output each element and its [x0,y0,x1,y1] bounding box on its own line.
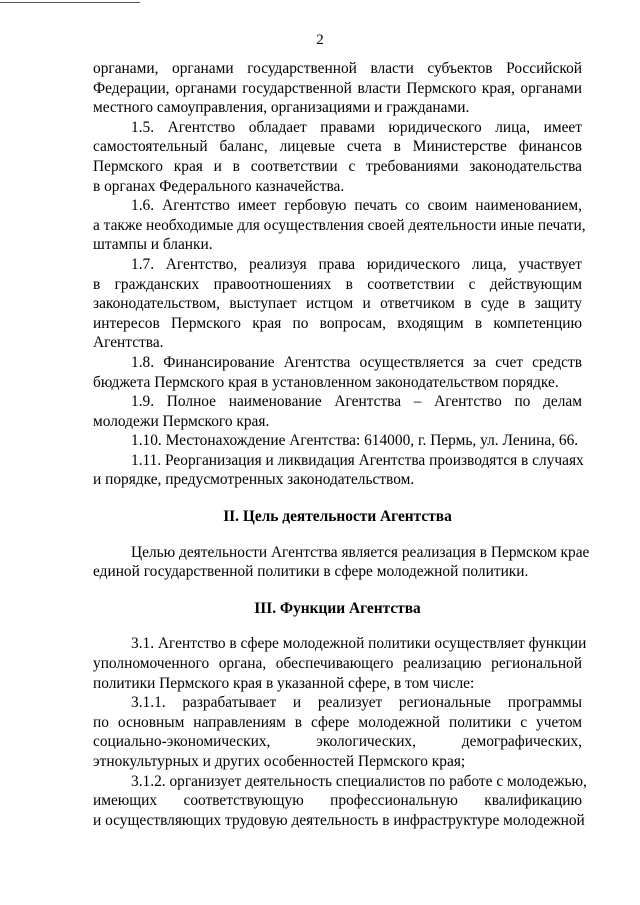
text-line: этнокультурных и других особенностей Пермского края; [93,753,466,770]
text-line: по основным направлениям в сфере молодежной политики с учетом [93,713,582,731]
section-heading-goal: II. Цель деятельности Агентства [223,508,452,526]
paragraph-1-10 [93,431,582,451]
paragraph-1-5 [93,118,582,196]
paragraph-goal [93,543,590,582]
text-line: бюджета Пермского края в установленном законодательством порядке. [93,373,559,391]
text-line: Целью деятельности Агентства является реализация в Пермском крае [131,543,590,561]
section-heading-functions: III. Функции Агентства [254,599,421,617]
text-line: 1.7. Агентство, реализуя права юридического лица, участвует [131,255,582,273]
paragraph-1-8 [93,353,582,392]
text-line: законодательством, выступает истцом и ответчиком в суде в защиту [93,295,582,313]
paragraph-1-11 [93,451,582,490]
text-line: и осуществляющих трудовую деятельность в инфраструктуре молодежной [93,811,585,829]
text-line: уполномоченного органа, обеспечивающего реализацию региональной [93,655,582,673]
text-line: Пермского края и в соответствии с требованиями законодательства [93,157,582,175]
paragraph-1-7 [93,255,582,353]
spacer [93,490,582,507]
spacer [93,527,582,543]
text-line: 3.1.2. организует деятельность специалистов по работе с молодежью, [131,772,587,790]
text-line: молодежи Пермского края. [93,412,270,430]
text-line: Федерации, органами государственной власти Пермского края, органами [93,79,582,97]
text-line: 3.1. Агентство в сфере молодежной политики осуществляет функции [131,635,587,653]
paragraph-3-1-2 [93,772,587,831]
text-line: 1.5. Агентство обладает правами юридического лица, имеет [131,118,582,136]
document-body [93,59,590,830]
text-line: органами, органами государственной власти субъектов Российской [93,60,582,77]
text-line: самостоятельный баланс, лицевые счета в Министерстве финансов [93,138,582,156]
text-line: единой государственной политики в сфере молодежной политики. [93,563,529,581]
text-line: 1.11. Реорганизация и ликвидация Агентства производятся в случаях [131,451,584,469]
text-line: в органах Федерального казначейства. [93,177,345,195]
page-number: 2 [316,32,324,48]
spacer [93,618,582,634]
text-line: 1.9. Полное наименование Агентства – Агентство по делам [131,393,582,411]
paragraph-1-9 [93,392,582,431]
paragraph-1-6 [93,196,586,255]
text-line: 3.1.1. разрабатывает и реализует региональные программы [131,694,582,712]
header-rule [0,2,140,3]
paragraph-intro [93,59,582,118]
paragraph-3-1 [93,634,587,693]
text-line: а также необходимые для осуществления своей деятельности иные печати, [93,216,586,234]
paragraph-3-1-1 [93,693,582,771]
text-line: имеющих соответствующую профессиональную квалификацию [93,792,582,810]
text-line: 1.8. Финансирование Агентства осуществляется за счет средств [131,353,582,371]
text-line: и порядке, предусмотренных законодательством. [93,471,415,489]
text-line: штампы и бланки. [93,236,213,254]
text-line: интересов Пермского края по вопросам, входящим в компетенцию [93,314,582,332]
text-line: местного самоуправления, организациями и гражданами. [93,99,470,117]
text-line: политики Пермского края в указанной сфере, в том числе: [93,674,475,692]
text-line: 1.10. Местонахождение Агентства: 614000, г. Пермь, ул. Ленина, 66. [131,432,579,450]
text-line: 1.6. Агентство имеет гербовую печать со своим наименованием, [131,197,582,215]
text-line: социально-экономических, экологических, демографических, [93,733,582,751]
text-line: Агентства. [93,334,164,352]
text-line: в гражданских правоотношениях в соответствии с действующим [93,275,582,293]
spacer [93,582,582,599]
